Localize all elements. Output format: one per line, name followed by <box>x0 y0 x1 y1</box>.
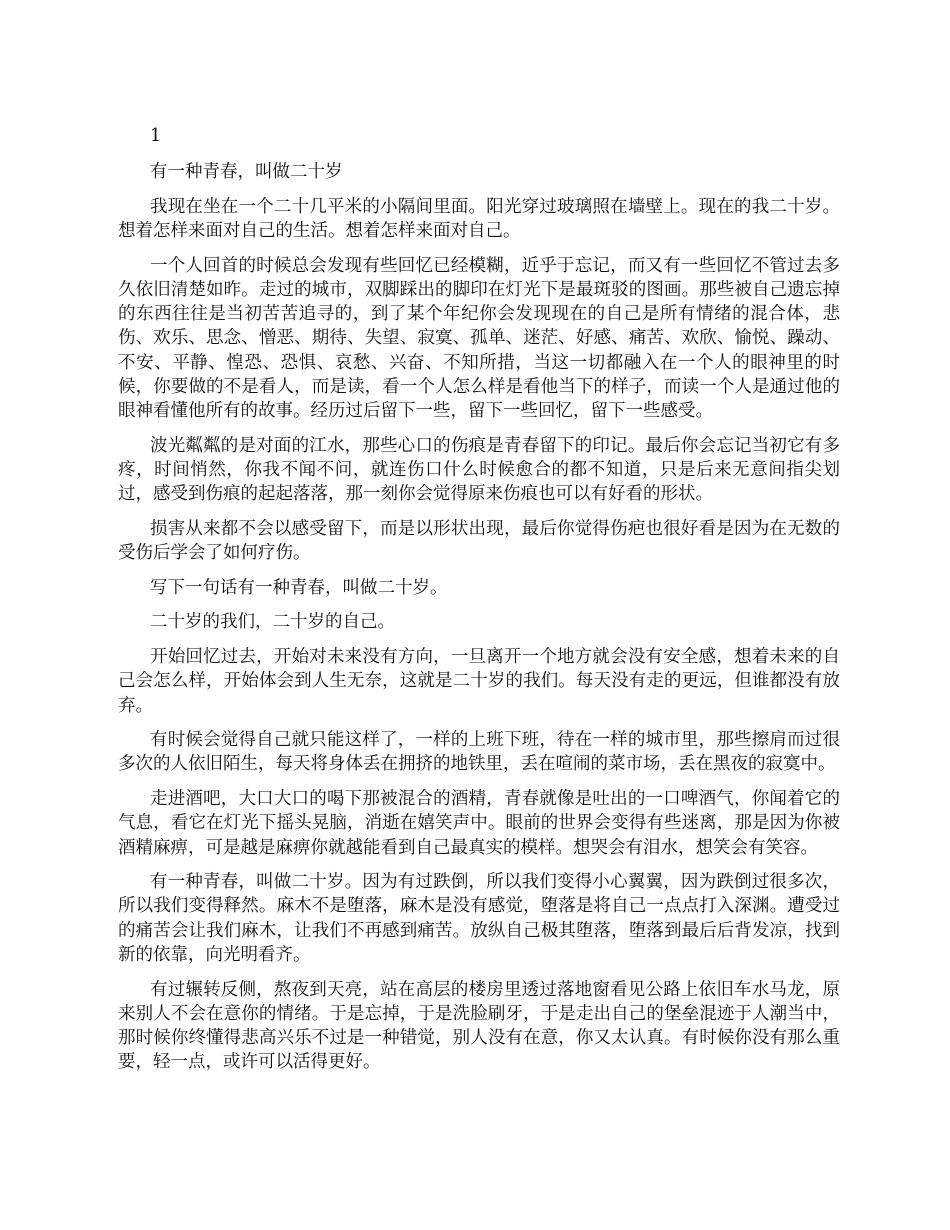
page-number: 1 <box>150 126 162 146</box>
document-body <box>118 124 840 1085</box>
paragraph: 二十岁的我们，二十岁的自己。 <box>150 612 395 633</box>
paragraph: 有时候会觉得自己就只能这样了，一样的上班下班，待在一样的城市里，那些擦肩而过很多次的人依旧陌生，每天将身体丢在拥挤的地铁里，丢在喧闹的菜市场，丢在黑夜的寂寞中。 <box>118 730 840 775</box>
paragraph: 损害从来都不会以感受留下，而是以形状出现，最后你觉得伤疤也很好看是因为在无数的受伤后学会了如何疗伤。 <box>118 518 840 564</box>
paragraph: 有过辗转反侧，熬夜到天亮，站在高层的楼房里透过落地窗看见公路上依旧车水马龙，原来别人不会在意你的情绪。于是忘掉，于是洗脸刷牙，于是走出自己的堡垒混迹于人潮当中，那时候你终懂得悲高兴乐不过是一种错觉，别人没有在意，你又太认真。有时候你没有那么重要，轻一点，或许可以活得更好。 <box>118 979 840 1073</box>
document-title: 有一种青春，叫做二十岁 <box>150 162 343 183</box>
paragraph: 写下一句话有一种青春，叫做二十岁。 <box>150 577 448 598</box>
paragraph: 有一种青春，叫做二十岁。因为有过跌倒，所以我们变得小心翼翼，因为跌倒过很多次，所以我们变得释然。麻木不是堕落，麻木是没有感觉，堕落是将自己一点点打入深渊。遭受过的痛苦会让我们麻木，让我们不再感到痛苦。放纵自己极其堕落，堕落到最后后背发凉，找到新的依靠，向光明看齐。 <box>118 872 840 965</box>
paragraph: 波光粼粼的是对面的江水，那些心口的伤痕是青春留下的印记。最后你会忘记当初它有多疼，时间悄然，你我不闻不问，就连伤口什么时候愈合的都不知道，只是后来无意间指尖划过，感受到伤痕的起起落落，那一刻你会觉得原来伤痕也可以有好看的形状。 <box>118 435 840 505</box>
paragraph: 我现在坐在一个二十几平米的小隔间里面。阳光穿过玻璃照在墙壁上。现在的我二十岁。想着怎样来面对自己的生活。想着怎样来面对自己。 <box>118 196 840 242</box>
paragraph: 开始回忆过去，开始对未来没有方向，一旦离开一个地方就会没有安全感，想着未来的自己会怎么样，开始体会到人生无奈，这就是二十岁的我们。每天没有走的更远，但谁都没有放弃。 <box>118 647 840 716</box>
paragraph: 一个人回首的时候总会发现有些回忆已经模糊，近乎于忘记，而又有一些回忆不管过去多久依旧清楚如昨。走过的城市，双脚踩出的脚印在灯光下是最斑驳的图画。那些被自己遗忘掉的东西往往是当初苦苦追寻的，到了某个年纪你会发现现在的自己是所有情绪的混合体，悲伤、欢乐、思念、憎恶、期待、失望、寂寞、孤单、迷茫、好感、痛苦、欢欣、愉悦、躁动、不安、平静、惶恐、恐惧、哀愁、兴奋、不知所措，当这一切都融入在一个人的眼神里的时候，你要做的不是看人，而是读，看一个人怎么样是看他当下的样子，而读一个人是通过他的眼神看懂他所有的故事。经历过后留下一些，留下一些回忆，留下一些感受。 <box>118 255 840 422</box>
paragraph: 走进酒吧，大口大口的喝下那被混合的酒精，青春就像是吐出的一口啤酒气，你闻着它的气息，看它在灯光下摇头晃脑，消逝在嬉笑声中。眼前的世界会变得有些迷离，那是因为你被酒精麻痹，可是越是麻痹你就越能看到自己最真实的模样。想哭会有泪水，想笑会有笑容。 <box>118 789 840 858</box>
